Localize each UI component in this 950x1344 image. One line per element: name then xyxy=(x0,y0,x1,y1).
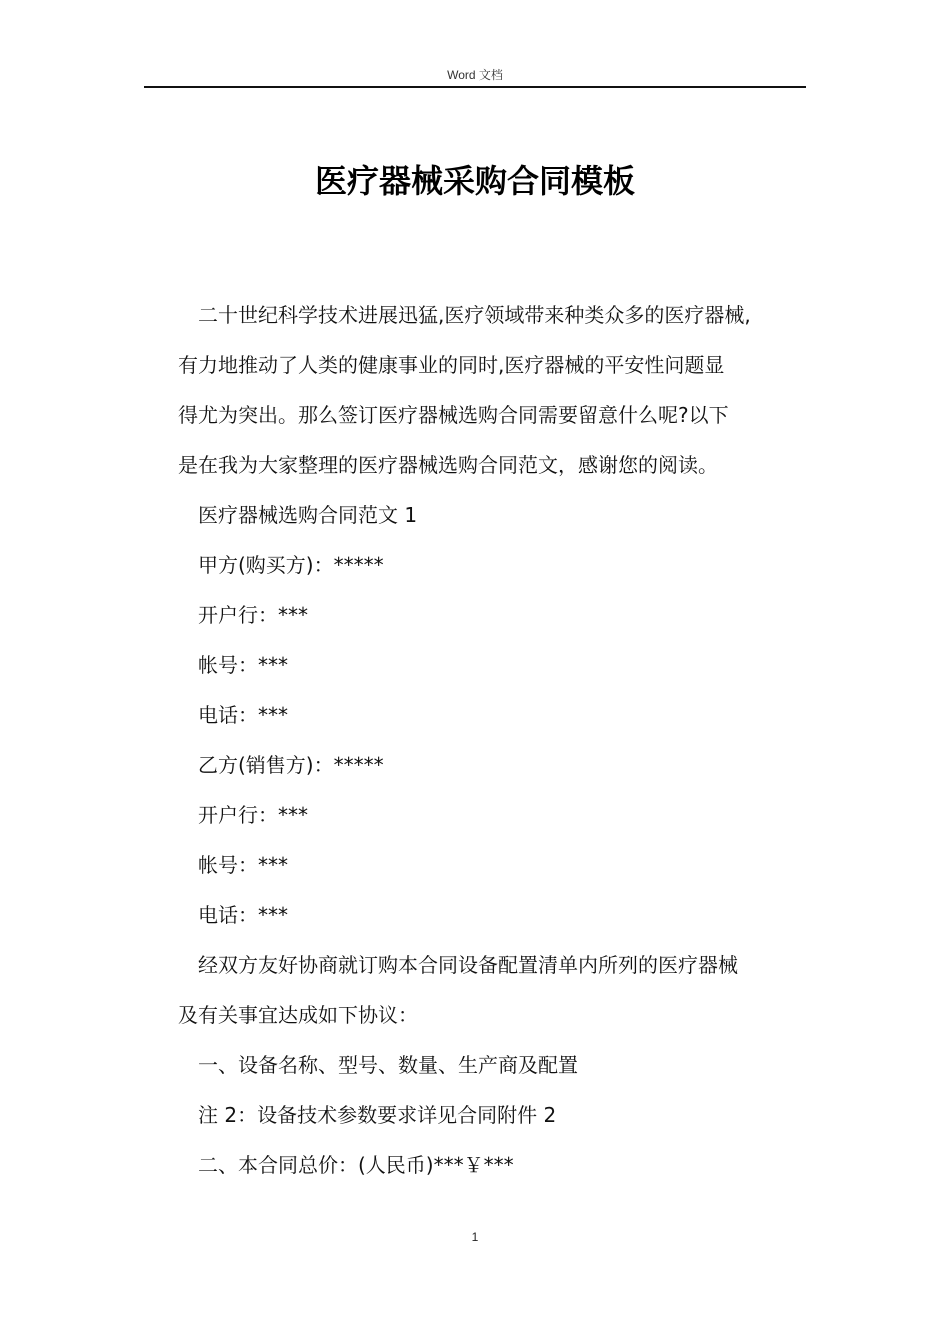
party-b-name: 乙方(销售方)：***** xyxy=(198,753,384,777)
document-title: 医疗器械采购合同模板 xyxy=(314,162,635,200)
party-b-account: 帐号：*** xyxy=(198,853,288,877)
party-a-name: 甲方(购买方)：***** xyxy=(198,553,384,577)
party-b-phone: 电话：*** xyxy=(198,903,288,927)
agreement-paragraph-line: 及有关事宜达成如下协议： xyxy=(178,1003,418,1027)
page-header: Word 文档 xyxy=(447,68,503,82)
party-b-bank: 开户行：*** xyxy=(198,803,308,827)
intro-paragraph-line: 有力地推动了人类的健康事业的同时,医疗器械的平安性问题显 xyxy=(178,353,725,377)
section-two-heading: 二、本合同总价：(人民币)***￥*** xyxy=(198,1153,514,1177)
party-a-account: 帐号：*** xyxy=(198,653,288,677)
intro-paragraph-line: 是在我为大家整理的医疗器械选购合同范文，感谢您的阅读。 xyxy=(178,453,718,477)
note-two: 注 2：设备技术参数要求详见合同附件 2 xyxy=(198,1103,557,1127)
intro-paragraph-line: 得尤为突出。那么签订医疗器械选购合同需要留意什么呢?以下 xyxy=(178,403,729,427)
section-one-heading: 一、设备名称、型号、数量、生产商及配置 xyxy=(198,1053,578,1077)
party-a-bank: 开户行：*** xyxy=(198,603,308,627)
header-divider xyxy=(144,86,806,88)
agreement-paragraph-line: 经双方友好协商就订购本合同设备配置清单内所列的医疗器械 xyxy=(198,953,738,977)
intro-paragraph-line: 二十世纪科学技术进展迅猛,医疗领域带来种类众多的医疗器械, xyxy=(198,303,751,327)
sample-heading: 医疗器械选购合同范文 1 xyxy=(198,503,418,527)
page-number: 1 xyxy=(471,1230,479,1244)
document-body xyxy=(178,290,818,1190)
party-a-phone: 电话：*** xyxy=(198,703,288,727)
